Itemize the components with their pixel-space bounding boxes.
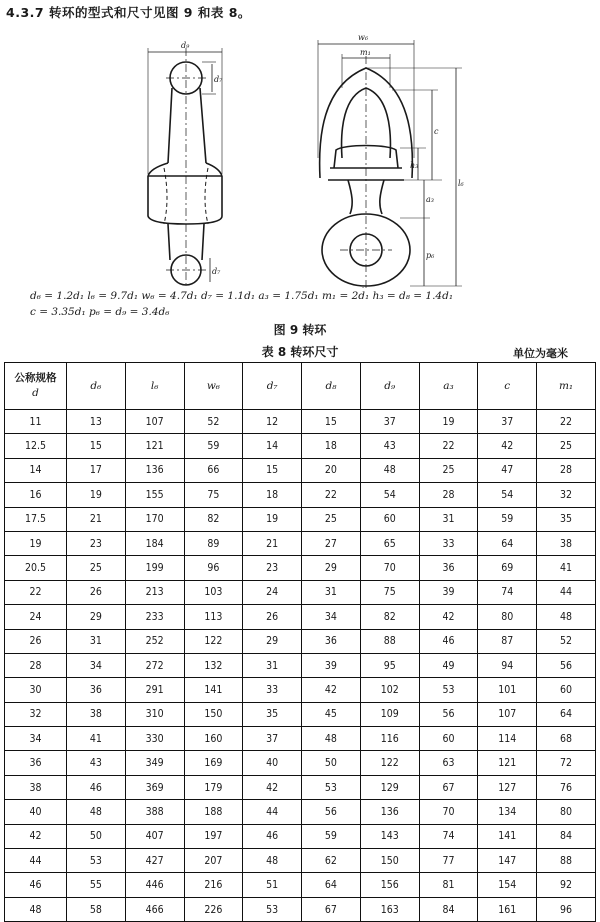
table-cell: 48 bbox=[360, 458, 419, 482]
table-cell: 107 bbox=[478, 702, 537, 726]
table-cell: 216 bbox=[184, 873, 243, 897]
table-cell: 127 bbox=[478, 775, 537, 799]
table-row bbox=[5, 751, 596, 775]
table-cell: 25 bbox=[537, 434, 596, 458]
table-cell: 52 bbox=[537, 629, 596, 653]
column-header: m₁ bbox=[537, 363, 596, 410]
table-cell: 407 bbox=[125, 824, 184, 848]
table-cell: 36 bbox=[302, 629, 361, 653]
table-row bbox=[5, 507, 596, 531]
table-cell: 75 bbox=[184, 483, 243, 507]
table-cell: 76 bbox=[537, 775, 596, 799]
table-cell: 233 bbox=[125, 605, 184, 629]
table-cell: 33 bbox=[243, 678, 302, 702]
nominal-size-cell: 28 bbox=[5, 653, 67, 677]
table-cell: 141 bbox=[184, 678, 243, 702]
table-cell: 56 bbox=[302, 800, 361, 824]
table-cell: 46 bbox=[67, 775, 126, 799]
table-row bbox=[5, 849, 596, 873]
label-c: c bbox=[434, 127, 439, 136]
table-cell: 36 bbox=[419, 556, 478, 580]
table-cell: 349 bbox=[125, 751, 184, 775]
table-cell: 80 bbox=[478, 605, 537, 629]
table-cell: 53 bbox=[302, 775, 361, 799]
table-cell: 170 bbox=[125, 507, 184, 531]
table-cell: 22 bbox=[302, 483, 361, 507]
table-row bbox=[5, 702, 596, 726]
nominal-size-cell: 40 bbox=[5, 800, 67, 824]
table-cell: 23 bbox=[67, 531, 126, 555]
table-row bbox=[5, 605, 596, 629]
table-cell: 39 bbox=[302, 653, 361, 677]
table-cell: 69 bbox=[478, 556, 537, 580]
table-cell: 163 bbox=[360, 897, 419, 921]
table-cell: 29 bbox=[67, 605, 126, 629]
table-cell: 47 bbox=[478, 458, 537, 482]
table-cell: 13 bbox=[67, 410, 126, 434]
table-cell: 39 bbox=[419, 580, 478, 604]
column-header: l₆ bbox=[125, 363, 184, 410]
table-cell: 179 bbox=[184, 775, 243, 799]
table-cell: 207 bbox=[184, 849, 243, 873]
table-cell: 122 bbox=[184, 629, 243, 653]
nominal-size-cell: 46 bbox=[5, 873, 67, 897]
swivel-front-view bbox=[318, 40, 462, 288]
formula-line-2: c = 3.35d₁ p₆ = d₉ = 3.4d₆ bbox=[30, 306, 170, 318]
column-header: d₈ bbox=[302, 363, 361, 410]
table-cell: 75 bbox=[360, 580, 419, 604]
table-row bbox=[5, 629, 596, 653]
table-cell: 22 bbox=[419, 434, 478, 458]
nominal-size-cell: 19 bbox=[5, 531, 67, 555]
table-cell: 62 bbox=[302, 849, 361, 873]
table-cell: 29 bbox=[243, 629, 302, 653]
formula-line-1: d₆ = 1.2d₁ l₆ = 9.7d₁ w₆ = 4.7d₁ d₇ = 1.1d₁ a₃ = 1.75d₁ m₁ = 2d₁ h₃ = d₈ = 1.4d₁ bbox=[30, 290, 454, 302]
nominal-size-cell: 42 bbox=[5, 824, 67, 848]
table-cell: 94 bbox=[478, 653, 537, 677]
table-cell: 32 bbox=[537, 483, 596, 507]
table-caption: 表 8 转环尺寸 bbox=[261, 345, 339, 359]
nominal-size-cell: 12.5 bbox=[5, 434, 67, 458]
table-cell: 58 bbox=[67, 897, 126, 921]
table-cell: 25 bbox=[419, 458, 478, 482]
label-m1: m₁ bbox=[360, 48, 371, 57]
table-cell: 56 bbox=[419, 702, 478, 726]
table-cell: 68 bbox=[537, 727, 596, 751]
table-cell: 25 bbox=[67, 556, 126, 580]
table-cell: 53 bbox=[67, 849, 126, 873]
table-cell: 48 bbox=[67, 800, 126, 824]
table-cell: 15 bbox=[67, 434, 126, 458]
table-cell: 31 bbox=[243, 653, 302, 677]
nominal-size-cell: 20.5 bbox=[5, 556, 67, 580]
table-cell: 37 bbox=[360, 410, 419, 434]
table-cell: 18 bbox=[243, 483, 302, 507]
table-cell: 252 bbox=[125, 629, 184, 653]
table-cell: 56 bbox=[537, 653, 596, 677]
table-cell: 19 bbox=[243, 507, 302, 531]
table-cell: 291 bbox=[125, 678, 184, 702]
table-cell: 18 bbox=[302, 434, 361, 458]
table-cell: 35 bbox=[537, 507, 596, 531]
table-cell: 82 bbox=[184, 507, 243, 531]
table-cell: 161 bbox=[478, 897, 537, 921]
swivel-figure bbox=[0, 18, 600, 288]
table-cell: 36 bbox=[67, 678, 126, 702]
table-cell: 150 bbox=[184, 702, 243, 726]
table-cell: 89 bbox=[184, 531, 243, 555]
table-cell: 169 bbox=[184, 751, 243, 775]
swivel-side-view bbox=[148, 48, 222, 288]
table-cell: 199 bbox=[125, 556, 184, 580]
table-row bbox=[5, 483, 596, 507]
table-cell: 42 bbox=[419, 605, 478, 629]
nominal-size-cell: 38 bbox=[5, 775, 67, 799]
table-cell: 330 bbox=[125, 727, 184, 751]
table-cell: 34 bbox=[67, 653, 126, 677]
table-cell: 188 bbox=[184, 800, 243, 824]
label-p6: p₆ bbox=[426, 251, 435, 260]
column-header: c bbox=[478, 363, 537, 410]
column-header-nominal-size-symbol: d bbox=[32, 387, 39, 399]
nominal-size-cell: 17.5 bbox=[5, 507, 67, 531]
figure-caption: 图 9 转环 bbox=[273, 323, 327, 337]
nominal-size-cell: 24 bbox=[5, 605, 67, 629]
table-cell: 136 bbox=[125, 458, 184, 482]
nominal-size-cell: 32 bbox=[5, 702, 67, 726]
table-cell: 59 bbox=[478, 507, 537, 531]
table-cell: 20 bbox=[302, 458, 361, 482]
table-cell: 14 bbox=[243, 434, 302, 458]
table-row bbox=[5, 873, 596, 897]
table-cell: 67 bbox=[419, 775, 478, 799]
table-cell: 70 bbox=[360, 556, 419, 580]
table-cell: 60 bbox=[419, 727, 478, 751]
table-cell: 50 bbox=[67, 824, 126, 848]
table-cell: 26 bbox=[67, 580, 126, 604]
table-cell: 19 bbox=[67, 483, 126, 507]
table-cell: 17 bbox=[67, 458, 126, 482]
table-cell: 134 bbox=[478, 800, 537, 824]
table-cell: 44 bbox=[537, 580, 596, 604]
table-cell: 77 bbox=[419, 849, 478, 873]
table-cell: 46 bbox=[243, 824, 302, 848]
table-cell: 24 bbox=[243, 580, 302, 604]
table-cell: 66 bbox=[184, 458, 243, 482]
table-cell: 103 bbox=[184, 580, 243, 604]
table-cell: 15 bbox=[243, 458, 302, 482]
table-cell: 37 bbox=[478, 410, 537, 434]
table-header-row bbox=[5, 363, 596, 410]
column-header: d₉ bbox=[360, 363, 419, 410]
table-cell: 28 bbox=[419, 483, 478, 507]
table-cell: 34 bbox=[302, 605, 361, 629]
table-cell: 87 bbox=[478, 629, 537, 653]
table-cell: 82 bbox=[360, 605, 419, 629]
label-l6: l₆ bbox=[458, 179, 464, 188]
table-cell: 427 bbox=[125, 849, 184, 873]
table-cell: 41 bbox=[67, 727, 126, 751]
table-cell: 96 bbox=[537, 897, 596, 921]
table-cell: 74 bbox=[419, 824, 478, 848]
table-row bbox=[5, 434, 596, 458]
table-cell: 113 bbox=[184, 605, 243, 629]
table-cell: 150 bbox=[360, 849, 419, 873]
table-row bbox=[5, 727, 596, 751]
table-cell: 184 bbox=[125, 531, 184, 555]
table-cell: 60 bbox=[537, 678, 596, 702]
nominal-size-cell: 22 bbox=[5, 580, 67, 604]
table-cell: 43 bbox=[360, 434, 419, 458]
table-cell: 31 bbox=[67, 629, 126, 653]
table-row bbox=[5, 556, 596, 580]
table-cell: 53 bbox=[243, 897, 302, 921]
table-cell: 65 bbox=[360, 531, 419, 555]
table-cell: 107 bbox=[125, 410, 184, 434]
table-cell: 226 bbox=[184, 897, 243, 921]
table-cell: 35 bbox=[243, 702, 302, 726]
table-cell: 50 bbox=[302, 751, 361, 775]
table-cell: 64 bbox=[302, 873, 361, 897]
table-cell: 42 bbox=[302, 678, 361, 702]
table-cell: 109 bbox=[360, 702, 419, 726]
table-cell: 54 bbox=[478, 483, 537, 507]
table-cell: 40 bbox=[243, 751, 302, 775]
table-cell: 53 bbox=[419, 678, 478, 702]
table-cell: 197 bbox=[184, 824, 243, 848]
table-cell: 38 bbox=[67, 702, 126, 726]
label-d8 bbox=[359, 287, 368, 288]
swivel-drawing bbox=[0, 18, 600, 288]
label-h3: h₃ bbox=[410, 161, 419, 170]
table-cell: 92 bbox=[537, 873, 596, 897]
table-cell: 48 bbox=[537, 605, 596, 629]
table-cell: 59 bbox=[302, 824, 361, 848]
table-row bbox=[5, 653, 596, 677]
table-cell: 160 bbox=[184, 727, 243, 751]
table-cell: 37 bbox=[243, 727, 302, 751]
table-cell: 310 bbox=[125, 702, 184, 726]
table-cell: 154 bbox=[478, 873, 537, 897]
column-header: a₃ bbox=[419, 363, 478, 410]
table-row bbox=[5, 775, 596, 799]
table-cell: 48 bbox=[243, 849, 302, 873]
table-cell: 136 bbox=[360, 800, 419, 824]
table-cell: 42 bbox=[478, 434, 537, 458]
table-cell: 60 bbox=[360, 507, 419, 531]
label-a3: a₃ bbox=[426, 195, 434, 204]
label-d7-top: d₇ bbox=[214, 75, 223, 84]
nominal-size-cell: 44 bbox=[5, 849, 67, 873]
table-cell: 42 bbox=[243, 775, 302, 799]
table-cell: 28 bbox=[537, 458, 596, 482]
nominal-size-cell: 11 bbox=[5, 410, 67, 434]
column-header: d₆ bbox=[67, 363, 126, 410]
table-row bbox=[5, 800, 596, 824]
section-heading: 4.3.7 转环的型式和尺寸见图 9 和表 8。 bbox=[6, 5, 251, 20]
column-header: w₆ bbox=[184, 363, 243, 410]
table-cell: 45 bbox=[302, 702, 361, 726]
table-cell: 116 bbox=[360, 727, 419, 751]
table-cell: 72 bbox=[537, 751, 596, 775]
table-cell: 31 bbox=[419, 507, 478, 531]
table-cell: 95 bbox=[360, 653, 419, 677]
nominal-size-cell: 16 bbox=[5, 483, 67, 507]
nominal-size-cell: 14 bbox=[5, 458, 67, 482]
column-header-nominal-size bbox=[5, 363, 67, 410]
label-d9: d₉ bbox=[181, 41, 190, 50]
table-cell: 147 bbox=[478, 849, 537, 873]
table-cell: 74 bbox=[478, 580, 537, 604]
table-cell: 33 bbox=[419, 531, 478, 555]
nominal-size-cell: 30 bbox=[5, 678, 67, 702]
table-cell: 141 bbox=[478, 824, 537, 848]
table-cell: 31 bbox=[302, 580, 361, 604]
table-cell: 122 bbox=[360, 751, 419, 775]
table-cell: 12 bbox=[243, 410, 302, 434]
table-row bbox=[5, 410, 596, 434]
table-cell: 102 bbox=[360, 678, 419, 702]
nominal-size-cell: 34 bbox=[5, 727, 67, 751]
table-cell: 121 bbox=[478, 751, 537, 775]
nominal-size-cell: 26 bbox=[5, 629, 67, 653]
table-cell: 121 bbox=[125, 434, 184, 458]
table-row bbox=[5, 458, 596, 482]
table-cell: 213 bbox=[125, 580, 184, 604]
table-row bbox=[5, 897, 596, 921]
table-cell: 81 bbox=[419, 873, 478, 897]
table-cell: 19 bbox=[419, 410, 478, 434]
table-cell: 88 bbox=[537, 849, 596, 873]
table-cell: 29 bbox=[302, 556, 361, 580]
table-cell: 44 bbox=[243, 800, 302, 824]
table-cell: 54 bbox=[360, 483, 419, 507]
table-cell: 55 bbox=[67, 873, 126, 897]
table-cell: 466 bbox=[125, 897, 184, 921]
table-cell: 446 bbox=[125, 873, 184, 897]
table-cell: 38 bbox=[537, 531, 596, 555]
table-cell: 23 bbox=[243, 556, 302, 580]
table-cell: 156 bbox=[360, 873, 419, 897]
column-header: d₇ bbox=[243, 363, 302, 410]
table-cell: 143 bbox=[360, 824, 419, 848]
table-cell: 272 bbox=[125, 653, 184, 677]
table-cell: 63 bbox=[419, 751, 478, 775]
table-cell: 15 bbox=[302, 410, 361, 434]
table-row bbox=[5, 531, 596, 555]
table-cell: 49 bbox=[419, 653, 478, 677]
table-cell: 25 bbox=[302, 507, 361, 531]
table-cell: 129 bbox=[360, 775, 419, 799]
label-d7-bottom: d₇ bbox=[212, 267, 221, 276]
table-cell: 155 bbox=[125, 483, 184, 507]
table-cell: 101 bbox=[478, 678, 537, 702]
table-cell: 88 bbox=[360, 629, 419, 653]
table-cell: 84 bbox=[537, 824, 596, 848]
table-cell: 51 bbox=[243, 873, 302, 897]
table-cell: 132 bbox=[184, 653, 243, 677]
table-cell: 96 bbox=[184, 556, 243, 580]
table-cell: 26 bbox=[243, 605, 302, 629]
table-cell: 388 bbox=[125, 800, 184, 824]
table-cell: 21 bbox=[67, 507, 126, 531]
table-cell: 43 bbox=[67, 751, 126, 775]
table-cell: 64 bbox=[537, 702, 596, 726]
swivel-dimensions-table bbox=[4, 362, 596, 922]
table-cell: 80 bbox=[537, 800, 596, 824]
table-row bbox=[5, 678, 596, 702]
column-header-nominal-size-label: 公称规格 bbox=[14, 372, 57, 384]
table-cell: 41 bbox=[537, 556, 596, 580]
table-cell: 369 bbox=[125, 775, 184, 799]
table-cell: 70 bbox=[419, 800, 478, 824]
table-cell: 27 bbox=[302, 531, 361, 555]
table-cell: 114 bbox=[478, 727, 537, 751]
label-w6: w₆ bbox=[358, 33, 369, 42]
table-unit: 单位为毫米 bbox=[513, 347, 568, 360]
table-cell: 84 bbox=[419, 897, 478, 921]
table-cell: 22 bbox=[537, 410, 596, 434]
table-cell: 59 bbox=[184, 434, 243, 458]
nominal-size-cell: 48 bbox=[5, 897, 67, 921]
table-cell: 48 bbox=[302, 727, 361, 751]
table-row bbox=[5, 824, 596, 848]
table-cell: 46 bbox=[419, 629, 478, 653]
table-cell: 21 bbox=[243, 531, 302, 555]
table-cell: 67 bbox=[302, 897, 361, 921]
nominal-size-cell: 36 bbox=[5, 751, 67, 775]
table-cell: 52 bbox=[184, 410, 243, 434]
table-cell: 64 bbox=[478, 531, 537, 555]
table-row bbox=[5, 580, 596, 604]
